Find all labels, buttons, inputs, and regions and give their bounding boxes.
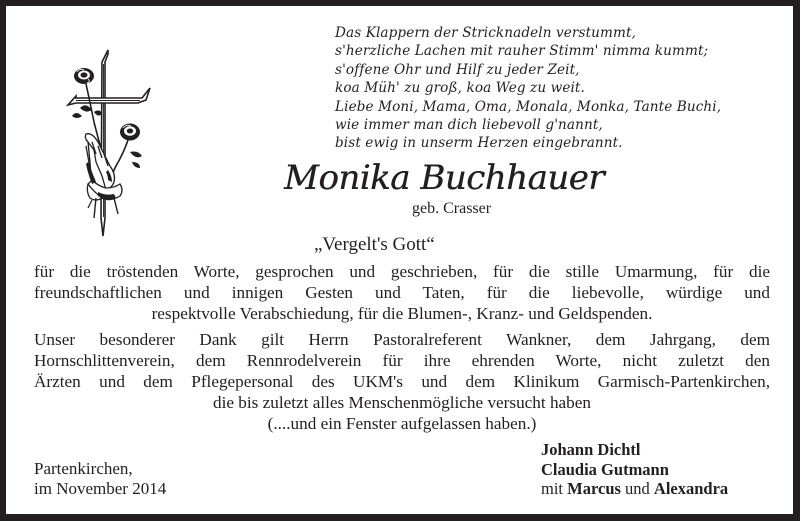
cross-with-roses-and-praying-hands-icon xyxy=(58,42,154,238)
poem-line: bist ewig in unserm Herzen eingebrannt. xyxy=(335,135,623,152)
signer-prefix: mit xyxy=(541,479,564,498)
poem-line: s'herzliche Lachen mit rauher Stimm' nimma kummt; xyxy=(335,43,709,60)
paragraph-line: Unser besonderer Dank gilt Herrn Pastoralreferent Wankner, dem Jahrgang, dem xyxy=(34,330,770,349)
poem-line: Das Klappern der Stricknadeln verstummt, xyxy=(335,25,636,41)
paragraph-line: Ärzten und dem Pflegepersonal des UKM's und dem Klinikum Garmisch-Partenkirchen, xyxy=(34,372,770,391)
signatures xyxy=(541,440,728,499)
paragraph-line: freundschaftlichen und innigen Gesten und Taten, für die liebevolle, würdige und xyxy=(34,283,770,302)
deceased-name: Monika Buchhauer xyxy=(284,158,604,198)
maiden-name: geb. Crasser xyxy=(412,200,492,217)
signer-2: Claudia Gutmann xyxy=(541,459,669,479)
poem-line: s'offene Ohr und Hilf zu jeder Zeit, xyxy=(335,61,580,78)
paragraph-line: die bis zuletzt alles Menschenmögliche versucht haben xyxy=(213,393,591,412)
signer-conjunction: und xyxy=(625,479,650,498)
thanks-paragraph-2 xyxy=(34,329,770,434)
paragraph-line: Hornschlittenverein, dem Rennrodelverein für ihre ehrenden Worte, nicht zuletzt den xyxy=(34,351,770,370)
paragraph-line: (....und ein Fenster aufgelassen haben.) xyxy=(267,414,537,433)
place: Partenkirchen, xyxy=(34,459,133,478)
signer-3a: Marcus xyxy=(567,479,621,498)
date: im November 2014 xyxy=(34,478,167,498)
memorial-poem xyxy=(335,24,795,153)
signer-1: Johann Dichtl xyxy=(541,440,641,459)
signer-3-line xyxy=(541,479,728,499)
place-and-date xyxy=(34,459,166,498)
paragraph-line: für die tröstenden Worte, gesprochen und geschrieben, für die stille Umarmung, für die xyxy=(34,262,770,281)
obituary-notice xyxy=(6,6,793,514)
signer-3b: Alexandra xyxy=(653,479,729,498)
thanks-paragraph-1 xyxy=(34,261,770,324)
thanks-title: „Vergelt's Gott“ xyxy=(314,234,435,255)
poem-line: wie immer man dich liebevoll g'nannt, xyxy=(335,116,603,133)
paragraph-line: respektvolle Verabschiedung, für die Blumen-, Kranz- und Geldspenden. xyxy=(151,304,653,323)
poem-line: Liebe Moni, Mama, Oma, Monala, Monka, Tante Buchi, xyxy=(335,98,722,115)
poem-line: koa Müh' zu groß, koa Weg zu weit. xyxy=(335,80,585,97)
